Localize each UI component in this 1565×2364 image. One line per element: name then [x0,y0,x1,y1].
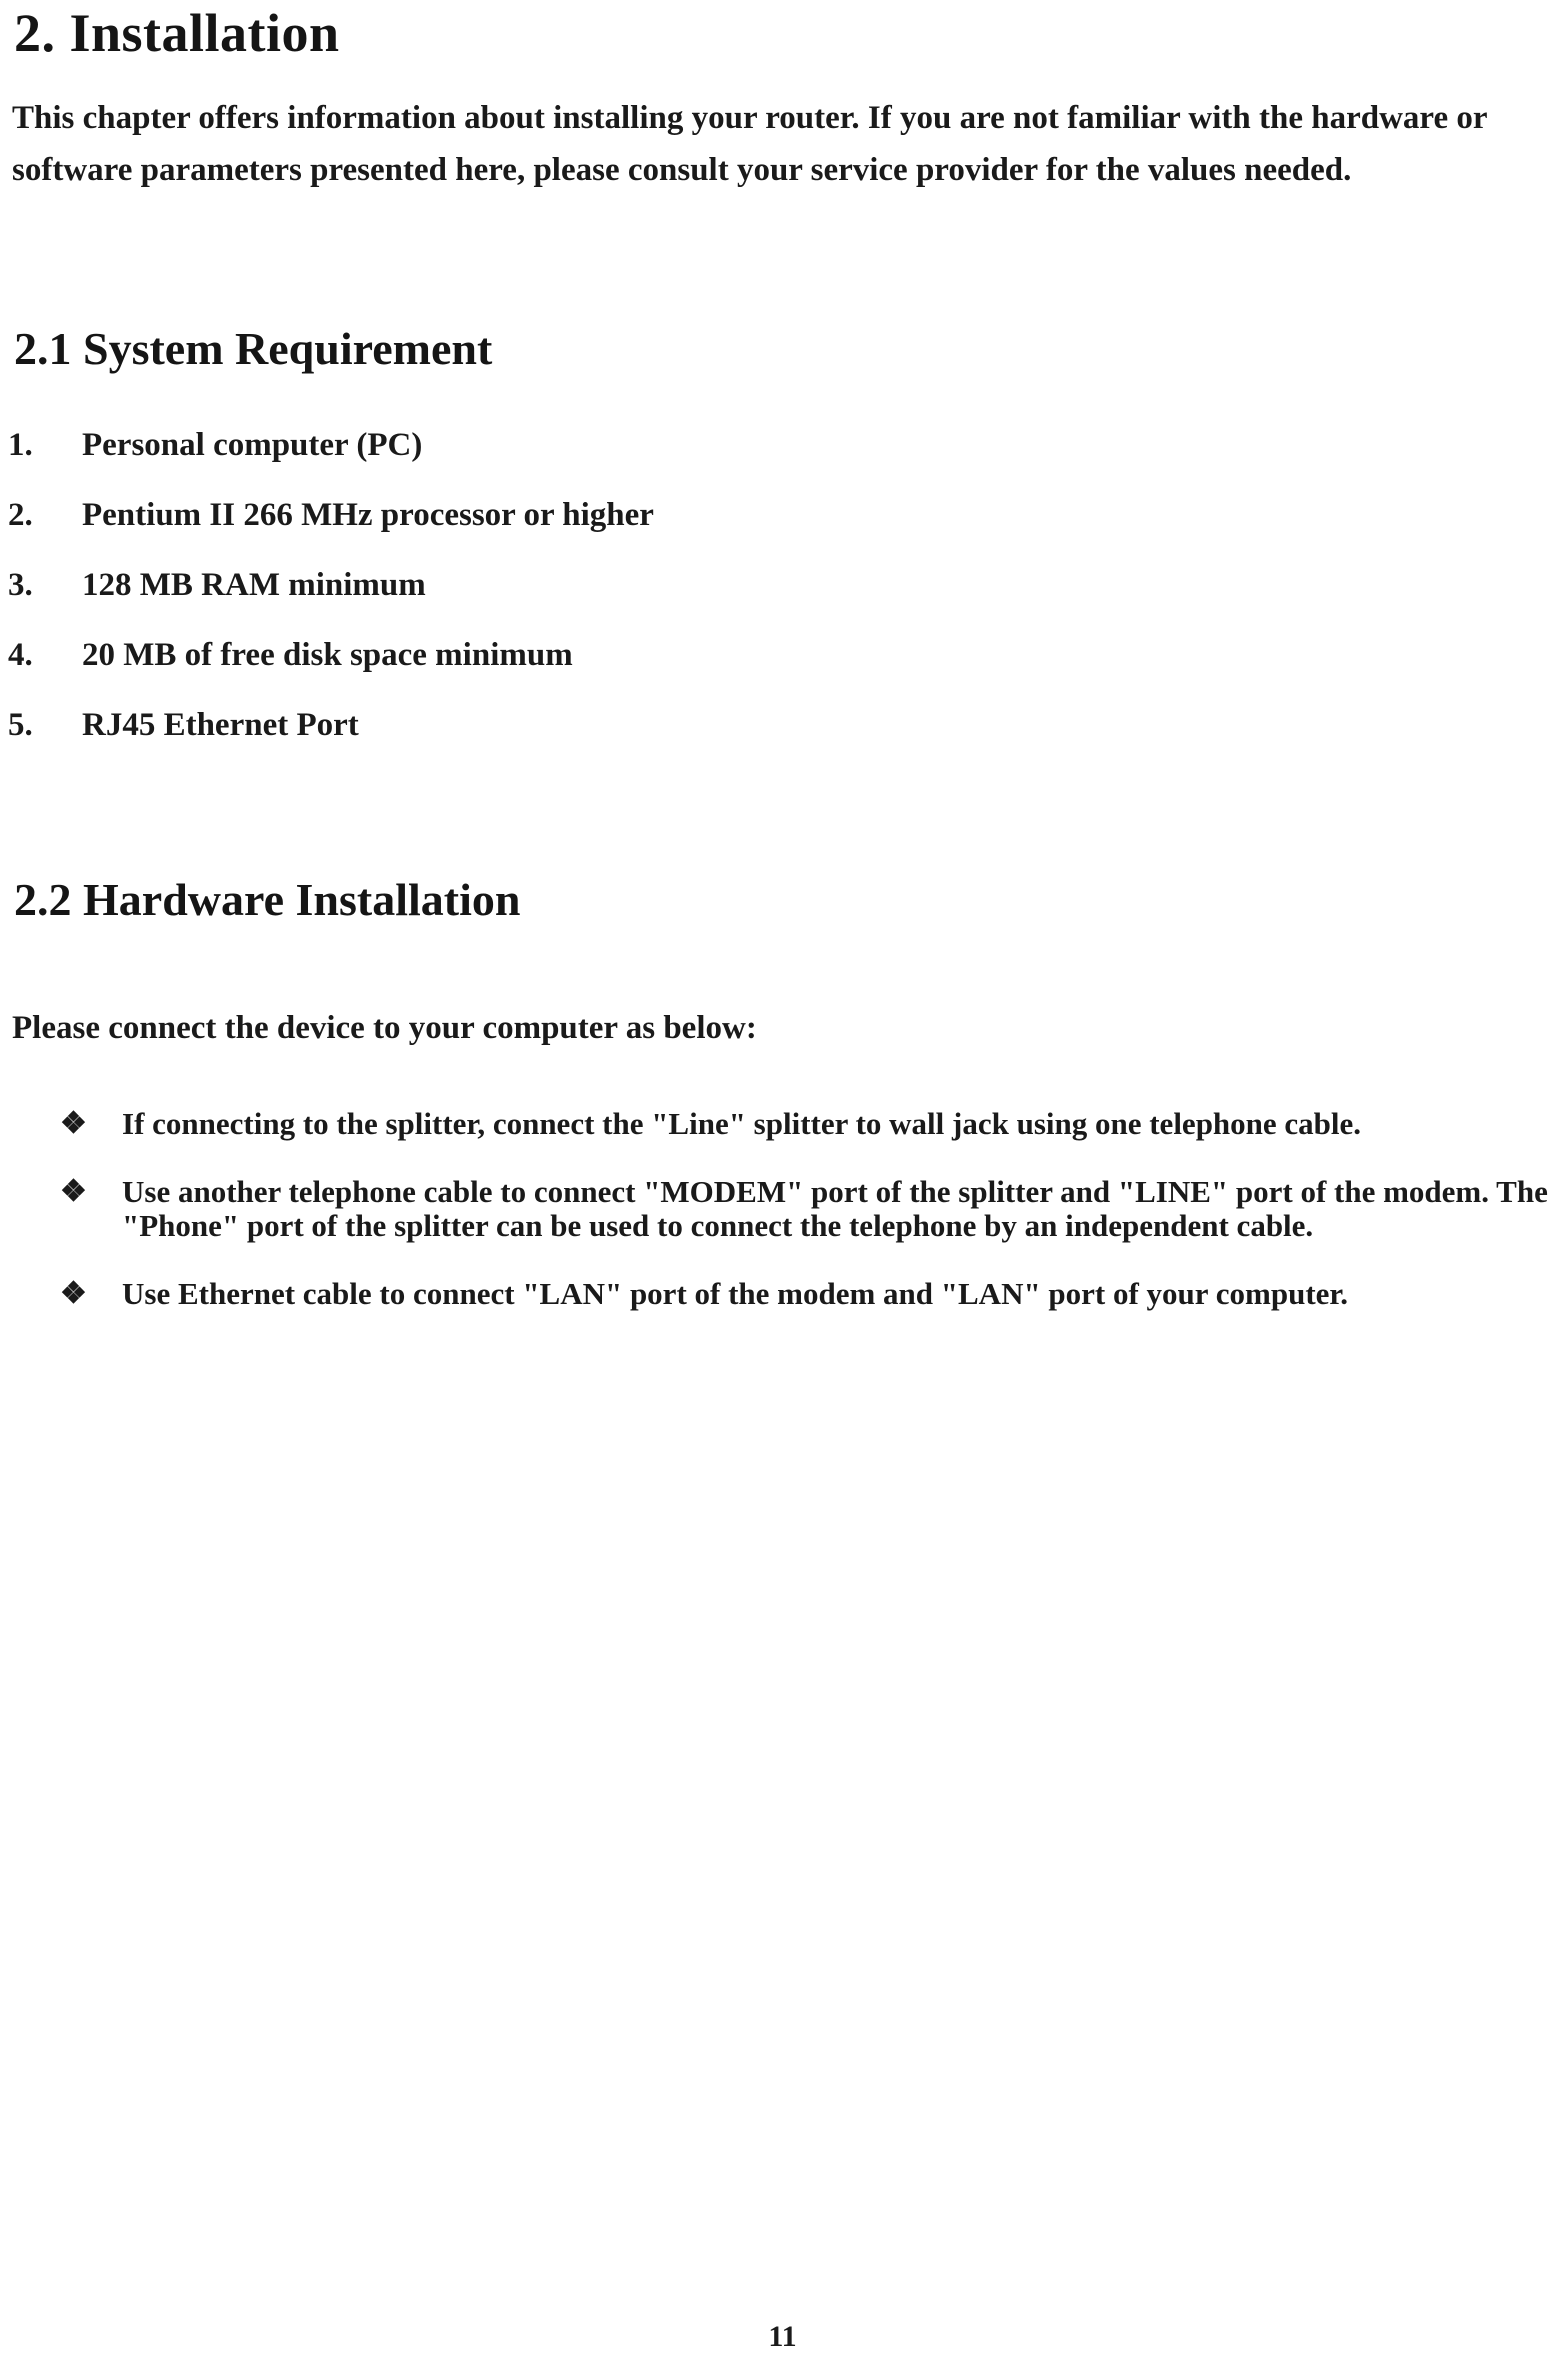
requirement-number: 4. [8,637,33,673]
diamond-bullet-icon: ❖ [60,1107,87,1140]
installation-step-text: Use another telephone cable to connect "MODEM" port of the splitter and "LINE" port of the modem. The "Phone" port of the splitter can be used to connect the telephone by an independent cable. [122,1174,1548,1243]
requirement-text: Pentium II 266 MHz processor or higher [82,497,654,533]
requirement-text: RJ45 Ethernet Port [82,707,359,743]
requirement-number: 3. [8,567,33,603]
installation-step-text: Use Ethernet cable to connect "LAN" port of the modem and "LAN" port of your computer. [122,1276,1349,1311]
page-number: 11 [768,2320,797,2353]
installation-step-text: If connecting to the splitter, connect the "Line" splitter to wall jack using one telephone cable. [122,1106,1362,1141]
hardware-intro-text: Please connect the device to your computer as below: [12,1010,757,1046]
section-title-system-requirement: 2.1 System Requirement [14,323,493,374]
chapter-intro-paragraph: This chapter offers information about installing your router. If you are not familiar with the hardware or software parameters presented here, please consult your service provider for the values needed. [12,100,1487,188]
installation-step [60,1277,1560,1311]
section-title-hardware-installation: 2.2 Hardware Installation [14,874,521,925]
requirement-text: Personal computer (PC) [82,427,423,463]
requirement-text: 128 MB RAM minimum [82,567,426,603]
installation-step [60,1175,1560,1243]
requirement-number: 5. [8,707,33,743]
installation-steps-list [60,1107,1560,1311]
requirement-number: 1. [8,427,33,463]
requirement-number: 2. [8,497,33,533]
chapter-title: 2. Installation [14,3,340,63]
diamond-bullet-icon: ❖ [60,1277,87,1310]
requirement-text: 20 MB of free disk space minimum [82,637,573,673]
installation-step [60,1107,1560,1141]
diamond-bullet-icon: ❖ [60,1175,87,1208]
